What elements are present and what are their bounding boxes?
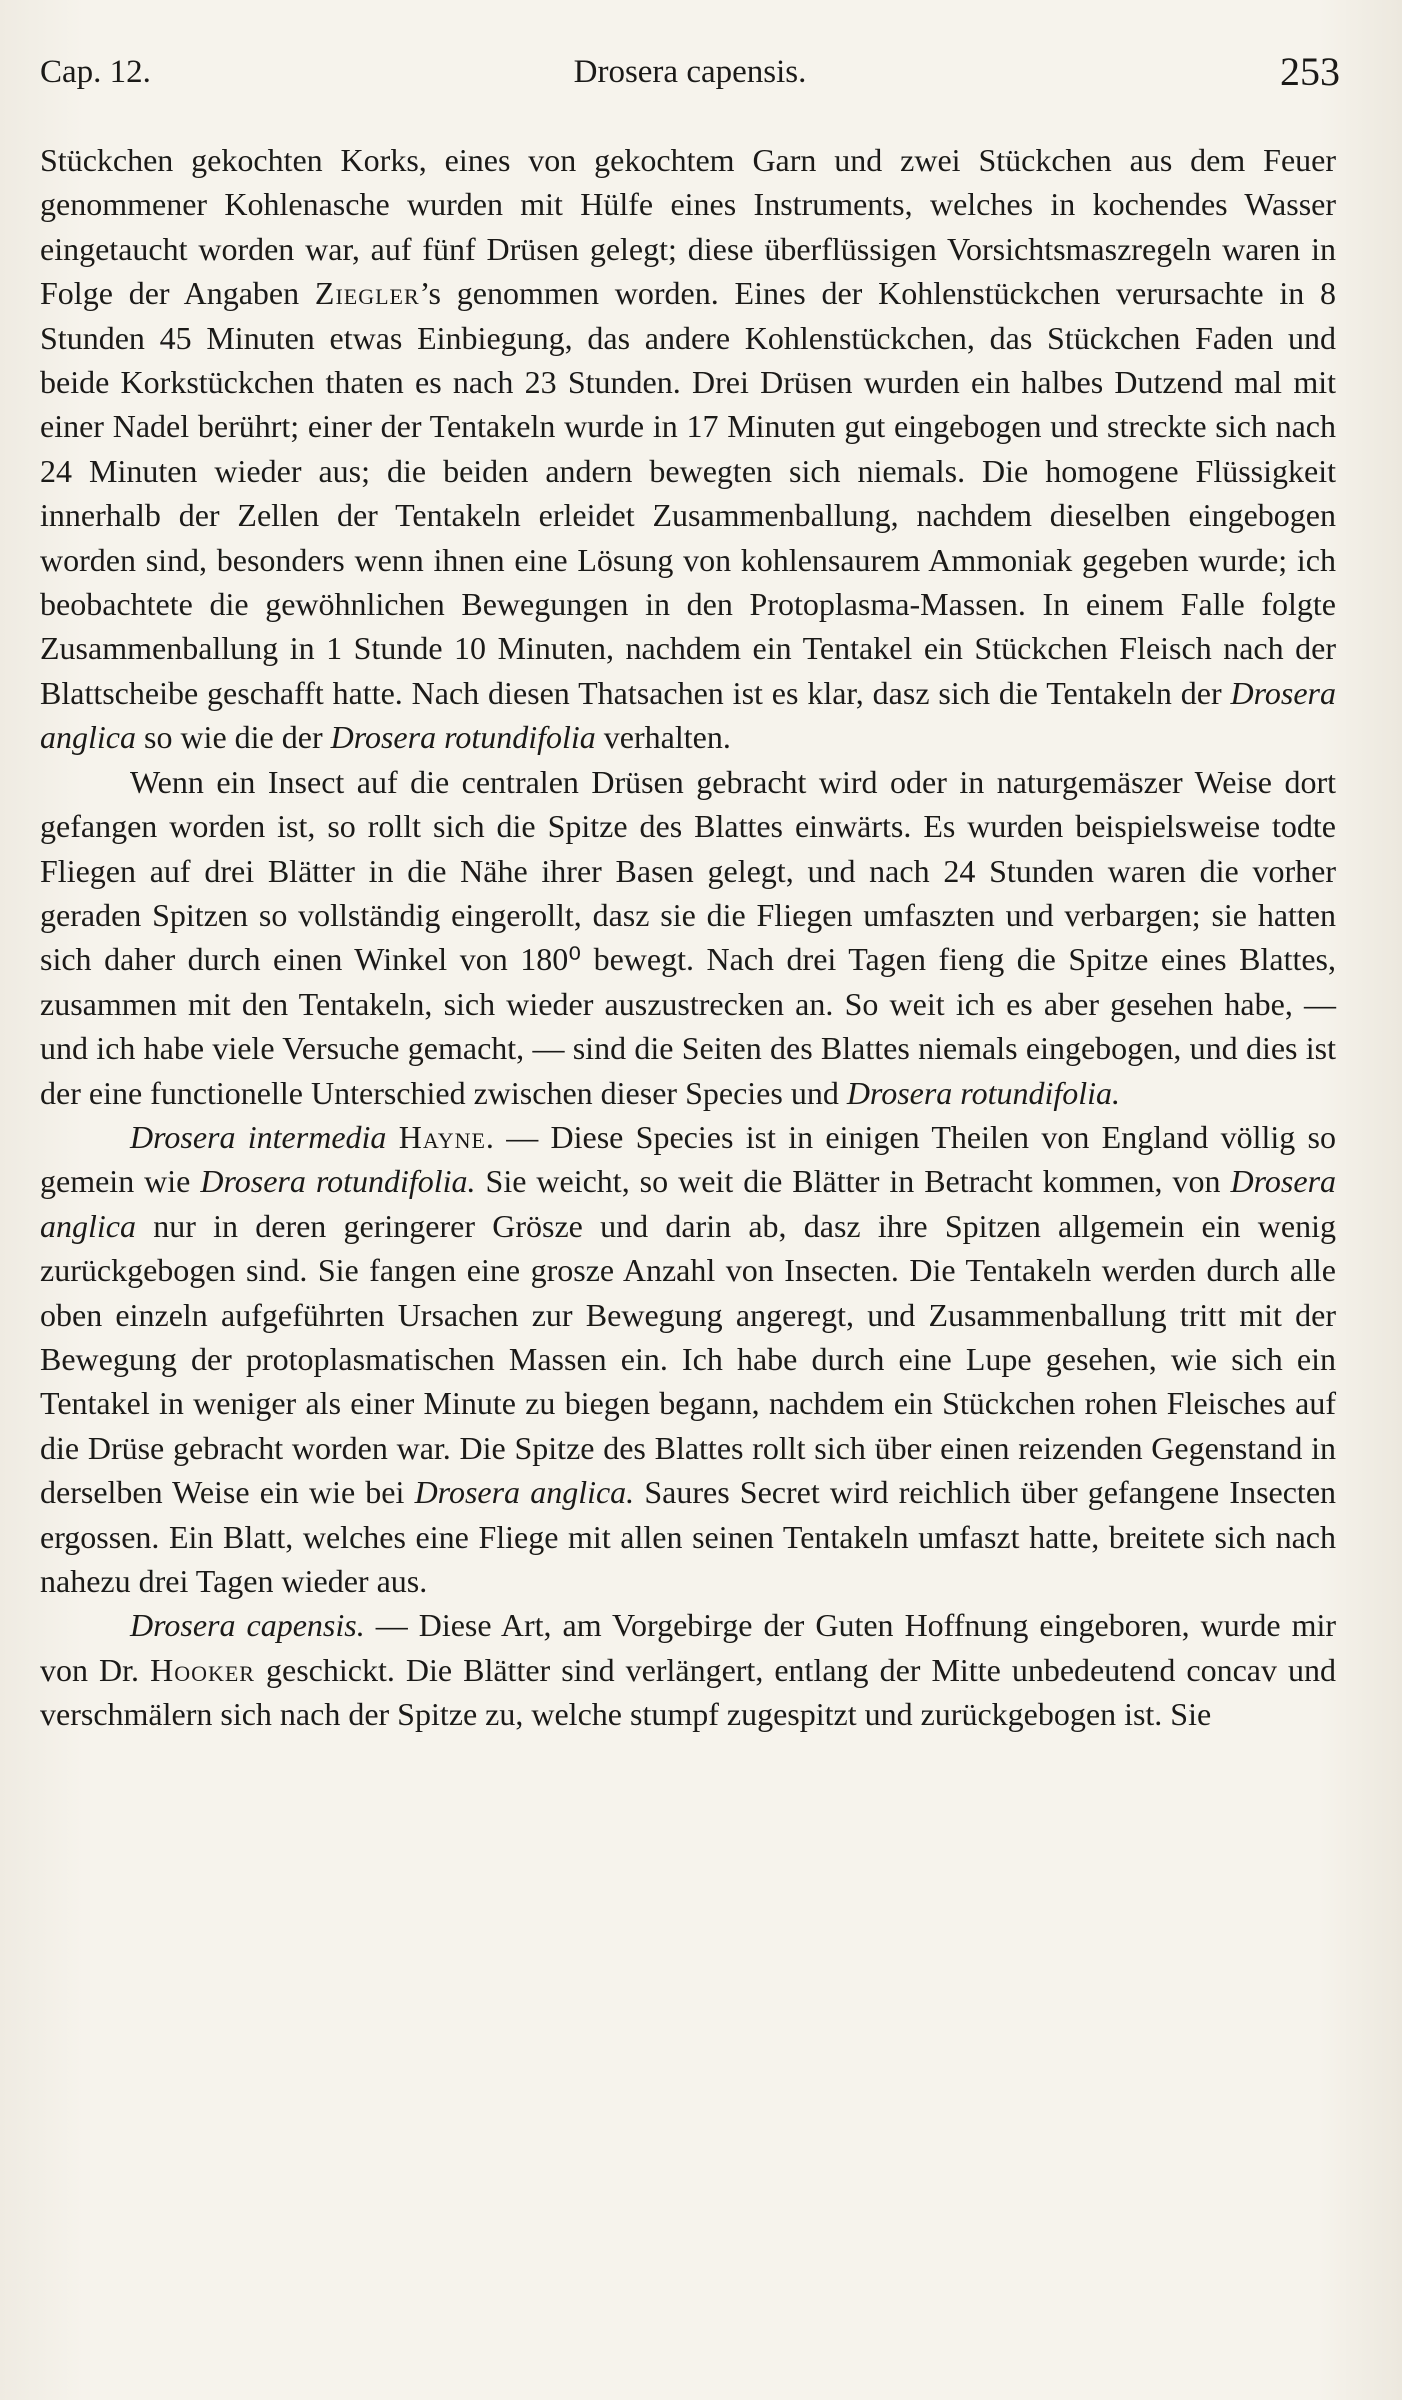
text-run: Sie weicht, so weit die Blätter in Betracht kommen, von	[475, 1163, 1231, 1200]
author-name: Hooker	[150, 1651, 255, 1688]
text-run: geschickt. Die Blätter sind verlängert, entlang der Mitte unbedeutend concav und verschmälern sich nach der Spitze zu, welche stumpf zugespitzt und zurückgebogen ist. Sie	[40, 1651, 1337, 1733]
italic-term: Drosera intermedia	[130, 1118, 387, 1155]
italic-term: Drosera anglica.	[414, 1474, 635, 1511]
paragraph	[40, 1603, 1336, 1736]
text-run: verhalten.	[595, 719, 731, 756]
author-name: Hayne	[398, 1118, 486, 1155]
text-run: ’s genommen worden. Eines der Kohlenstückchen verursachte in 8 Stunden 45 Minuten etwas Einbiegung, das andere Kohlenstückchen, das Stückchen Faden und beide Korkstückchen thaten es nach 23 Stunden. Drei Drüsen wurden ein halbes Dutzend mal mit einer Nadel berührt; einer der Tentakeln wurde in 17 Minuten gut eingebogen und streckte sich nach 24 Minuten wieder aus; die beiden andern bewegten sich niemals. Die homogene Flüssigkeit innerhalb der Zellen der Tentakeln erleidet Zusammenballung, nachdem dieselben eingebogen worden sind, besonders wenn ihnen eine Lösung von kohlensaurem Ammoniak gegeben wurde; ich beobachtete die gewöhnlichen Bewegungen in den Protoplasma-Massen. In einem Falle folgte Zusammenballung in 1 Stunde 10 Minuten, nachdem ein Tentakel ein Stückchen Fleisch nach der Blattscheibe geschafft hatte. Nach diesen Thatsachen ist es klar, dasz sich die Tentakeln der	[40, 275, 1337, 711]
page-number: 253	[1280, 49, 1340, 94]
running-title: Drosera capensis.	[573, 54, 807, 90]
italic-term: Drosera rotundifolia.	[200, 1163, 476, 1200]
chapter-label: Cap. 12.	[40, 54, 151, 90]
text-run: so wie die der	[135, 719, 331, 756]
italic-term: Drosera rotundifolia.	[846, 1074, 1121, 1111]
text-run: Wenn ein Insect auf die centralen Drüsen gebracht wird oder in naturgemäszer Weise dort gefangen worden ist, so rollt sich die Spitze des Blattes einwärts. Es wurden beispielsweise todte Fliegen auf drei Blätter in die Nähe ihrer Basen gelegt, und nach 24 Stunden waren die vorher geraden Spitzen so vollständig eingerollt, dasz sie die Fliegen umfaszten und verbargen; sie hatten sich daher durch einen Winkel von 180⁰ bewegt. Nach drei Tagen fieng die Spitze eines Blattes, zusammen mit den Tentakeln, sich wieder auszustrecken an. So weit ich es aber gesehen habe, — und ich habe viele Versuche gemacht, — sind die Seiten des Blattes niemals eingebogen, und dies ist der eine functionelle Unterschied zwischen dieser Species und	[40, 763, 1336, 1111]
text-run	[386, 1119, 398, 1155]
italic-term: Drosera anglica	[40, 1163, 1337, 1244]
italic-term: Drosera anglica	[40, 674, 1336, 756]
author-name: Ziegler	[314, 275, 420, 312]
text-run: Saures Secret wird reichlich über gefangene Insecten ergossen. Ein Blatt, welches eine Fliege mit allen seinen Tentakeln umfaszt hatte, breitete sich nach nahezu drei Tagen wieder aus.	[40, 1474, 1337, 1599]
text-run: nur in deren geringerer Grösze und darin ab, dasz ihre Spitzen allgemein ein wenig zurückgebogen sind. Sie fangen eine grosze Anzahl von Insecten. Die Tentakeln werden durch alle oben einzeln aufgeführten Ursachen zur Bewegung angeregt, und Zusammenballung tritt mit der Bewegung der protoplasmatischen Massen ein. Ich habe durch eine Lupe gesehen, wie sich ein Tentakel in weniger als einer Minute zu biegen begann, nachdem ein Stückchen rohen Fleisches auf die Drüse gebracht worden war. Die Spitze des Blattes rollt sich über einen reizenden Gegenstand in derselben Weise ein wie bei	[40, 1207, 1336, 1511]
text-run: Stückchen gekochten Korks, eines von gekochtem Garn und zwei Stückchen aus dem Feuer genommener Kohlenasche wurden mit Hülfe eines Instruments, welches in kochendes Wasser eingetaucht worden war, auf fünf Drüsen gelegt; diese überflüssigen Vorsichtsmaszregeln waren in Folge der Angaben	[40, 142, 1336, 312]
text-run: — Diese Art, am Vorgebirge der Guten Hoffnung eingeboren, wurde mir von Dr.	[40, 1607, 1337, 1688]
italic-term: Drosera capensis.	[130, 1607, 365, 1644]
body-text	[40, 138, 1336, 1737]
italic-term: Drosera rotundifolia	[330, 719, 596, 756]
paragraph	[40, 760, 1336, 1115]
paragraph	[40, 138, 1336, 760]
paragraph	[40, 1115, 1336, 1603]
text-run: . — Diese Species ist in einigen Theilen von England völlig so gemein wie	[40, 1118, 1337, 1200]
running-header	[40, 48, 1340, 108]
